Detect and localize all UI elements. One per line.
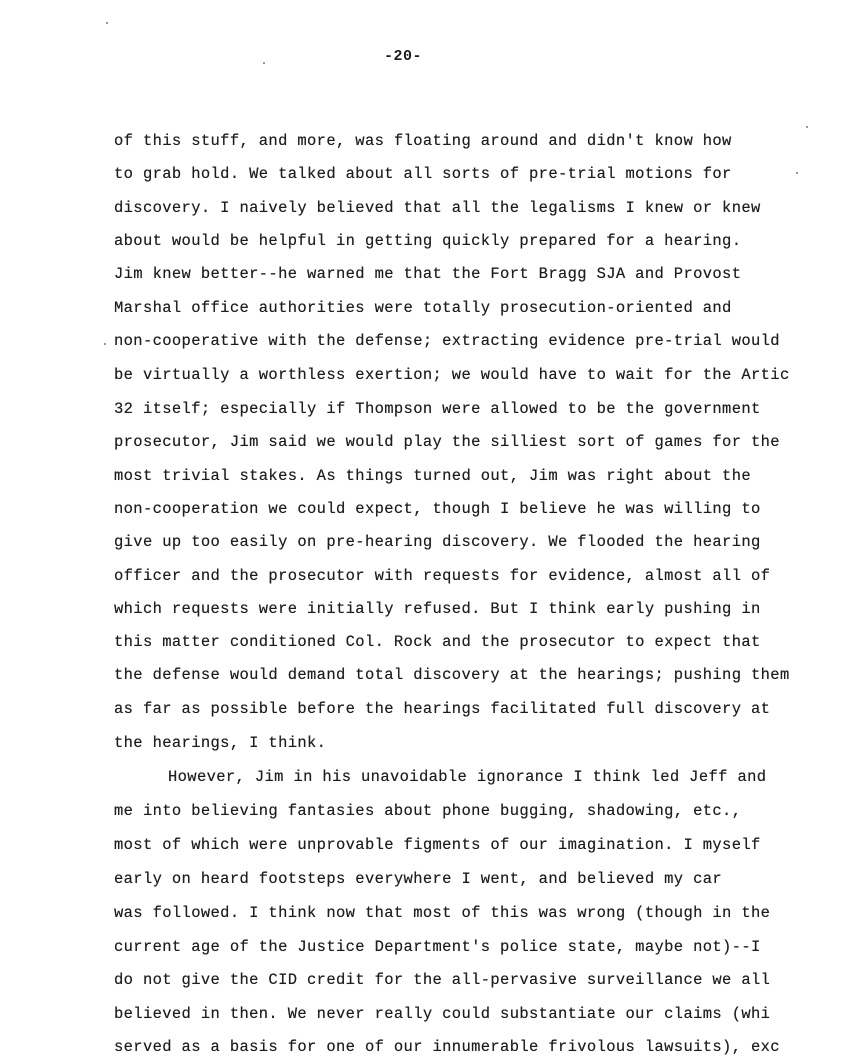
text-line: to grab hold. We talked about all sorts of pre-trial motions for bbox=[114, 165, 732, 183]
scan-speck bbox=[263, 62, 265, 64]
text-line: do not give the CID credit for the all-pervasive surveillance we all bbox=[114, 971, 771, 989]
text-line: 32 itself; especially if Thompson were allowed to be the government bbox=[114, 400, 761, 418]
text-line: non-cooperative with the defense; extracting evidence pre-trial would bbox=[114, 332, 780, 350]
text-line: the defense would demand total discovery at the hearings; pushing them bbox=[114, 666, 790, 684]
text-line: served as a basis for one of our innumerable frivolous lawsuits), exc bbox=[114, 1038, 780, 1056]
text-line: was followed. I think now that most of this was wrong (though in the bbox=[114, 904, 771, 922]
text-line: as far as possible before the hearings facilitated full discovery at bbox=[114, 700, 771, 718]
scan-speck bbox=[796, 172, 798, 174]
text-line: Jim knew better--he warned me that the Fort Bragg SJA and Provost bbox=[114, 265, 742, 283]
text-line: However, Jim in his unavoidable ignorance I think led Jeff and bbox=[168, 768, 767, 786]
scan-speck bbox=[806, 126, 808, 128]
text-line: which requests were initially refused. But I think early pushing in bbox=[114, 600, 761, 618]
text-line: believed in then. We never really could substantiate our claims (whi bbox=[114, 1005, 771, 1023]
text-line: about would be helpful in getting quickly prepared for a hearing. bbox=[114, 232, 742, 250]
text-line: officer and the prosecutor with requests for evidence, almost all of bbox=[114, 567, 771, 585]
scan-speck bbox=[106, 22, 108, 24]
scan-speck bbox=[104, 343, 106, 345]
text-line: prosecutor, Jim said we would play the silliest sort of games for the bbox=[114, 433, 780, 451]
text-line: be virtually a worthless exertion; we would have to wait for the Artic bbox=[114, 366, 790, 384]
text-line: current age of the Justice Department's police state, maybe not)--I bbox=[114, 938, 761, 956]
text-line: Marshal office authorities were totally prosecution-oriented and bbox=[114, 299, 732, 317]
text-line: early on heard footsteps everywhere I went, and believed my car bbox=[114, 870, 723, 888]
text-line: the hearings, I think. bbox=[114, 734, 327, 752]
text-line: this matter conditioned Col. Rock and the prosecutor to expect that bbox=[114, 633, 761, 651]
text-line: give up too easily on pre-hearing discovery. We flooded the hearing bbox=[114, 533, 761, 551]
text-line: most trivial stakes. As things turned out, Jim was right about the bbox=[114, 467, 751, 485]
page-number: -20- bbox=[384, 48, 423, 65]
text-line: discovery. I naively believed that all the legalisms I knew or knew bbox=[114, 199, 761, 217]
text-line: me into believing fantasies about phone bugging, shadowing, etc., bbox=[114, 802, 742, 820]
text-line: of this stuff, and more, was floating around and didn't know how bbox=[114, 132, 732, 150]
text-line: most of which were unprovable figments of our imagination. I myself bbox=[114, 836, 761, 854]
text-line: non-cooperation we could expect, though I believe he was willing to bbox=[114, 500, 761, 518]
